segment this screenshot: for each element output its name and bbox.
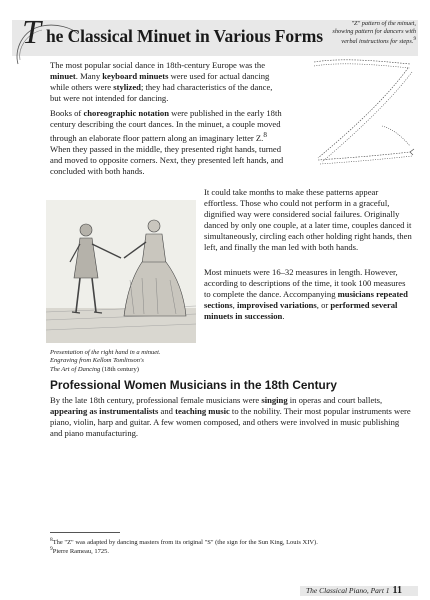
paragraph-minuet-intro: The most popular social dance in 18th-century Europe was the minuet. Many keyboard minuets were used for actual dancing while others were stylized; they had characteristics of the dance, but were not intended for dancing. (50, 60, 273, 103)
side-note (272, 20, 416, 46)
minuet-engraving-image (46, 200, 196, 343)
z-pattern-illustration (310, 48, 416, 180)
title-text: he Classical Minuet in Various Forms (46, 26, 323, 46)
caption-line: Presentation of the right hand in a minuet. (50, 349, 161, 356)
footer-running-title: The Classical Piano, Part 1 11 (306, 585, 402, 596)
side-note-line: showing pattern for dancers with (332, 27, 416, 35)
side-note-line: verbal instructions for steps.$^9$ (341, 35, 416, 45)
title-initial: T (22, 14, 41, 51)
caption-line: The Art of Dancing (18th century) (50, 365, 139, 373)
footnote-2: $^9$Pierre Rameau, 1725. (50, 546, 110, 556)
paragraph-social-failures: It could take months to make these patterns appear effortless. Those who could not perform in a graceful, dignified way were considered social failures. Originally danced by only one couple, at a later time, couples danced it simultaneously, circling each other holding right hands, then left, and finally the man led with both hands. (204, 187, 412, 252)
paragraph-measures: Most minuets were 16–32 measures in length. However, according to descriptions of the time, it took 100 measures to complete the dance. Accompanying musicians repeated sections, improvised variations, or performed several minuets in succession. (204, 267, 408, 321)
page-number: 11 (392, 585, 402, 596)
footnote-ref: 8 (263, 131, 267, 139)
caption-line: Engraving from Kellom Tomlinson's (50, 357, 144, 365)
side-note-line: "Z" pattern of the minuet, (351, 20, 416, 27)
engraving-caption (50, 349, 200, 374)
paragraph-choreographic-notation: Books of choreographic notation were published in the early 18th century describing the court dances. In the minuet, a couple moved through an elaborate floor pattern along an imaginary letter Z.$^8$ When they passed in the middle, they presented right hands, turned and moved to opposite corners. Next, they presented left hands, and concluded with both hands. (50, 108, 284, 176)
footnote-1: $^8$The "Z" was adapted by dancing masters from its original "S" (the sign for the Sun King, Louis XIV). (50, 537, 318, 547)
footnote-ref: 9 (413, 35, 416, 42)
section-heading-women-musicians: Professional Women Musicians in the 18th Century (50, 378, 337, 392)
paragraph-women-musicians: By the late 18th century, professional female musicians were singing in operas and court ballets, appearing as instrumentalists and teaching music to the nobility. Their most popular instruments were piano, violin, harp and guitar. A few women composed, and others were involved in music publishing and piano manufacturing. (50, 395, 411, 438)
footnote-divider (50, 532, 120, 533)
